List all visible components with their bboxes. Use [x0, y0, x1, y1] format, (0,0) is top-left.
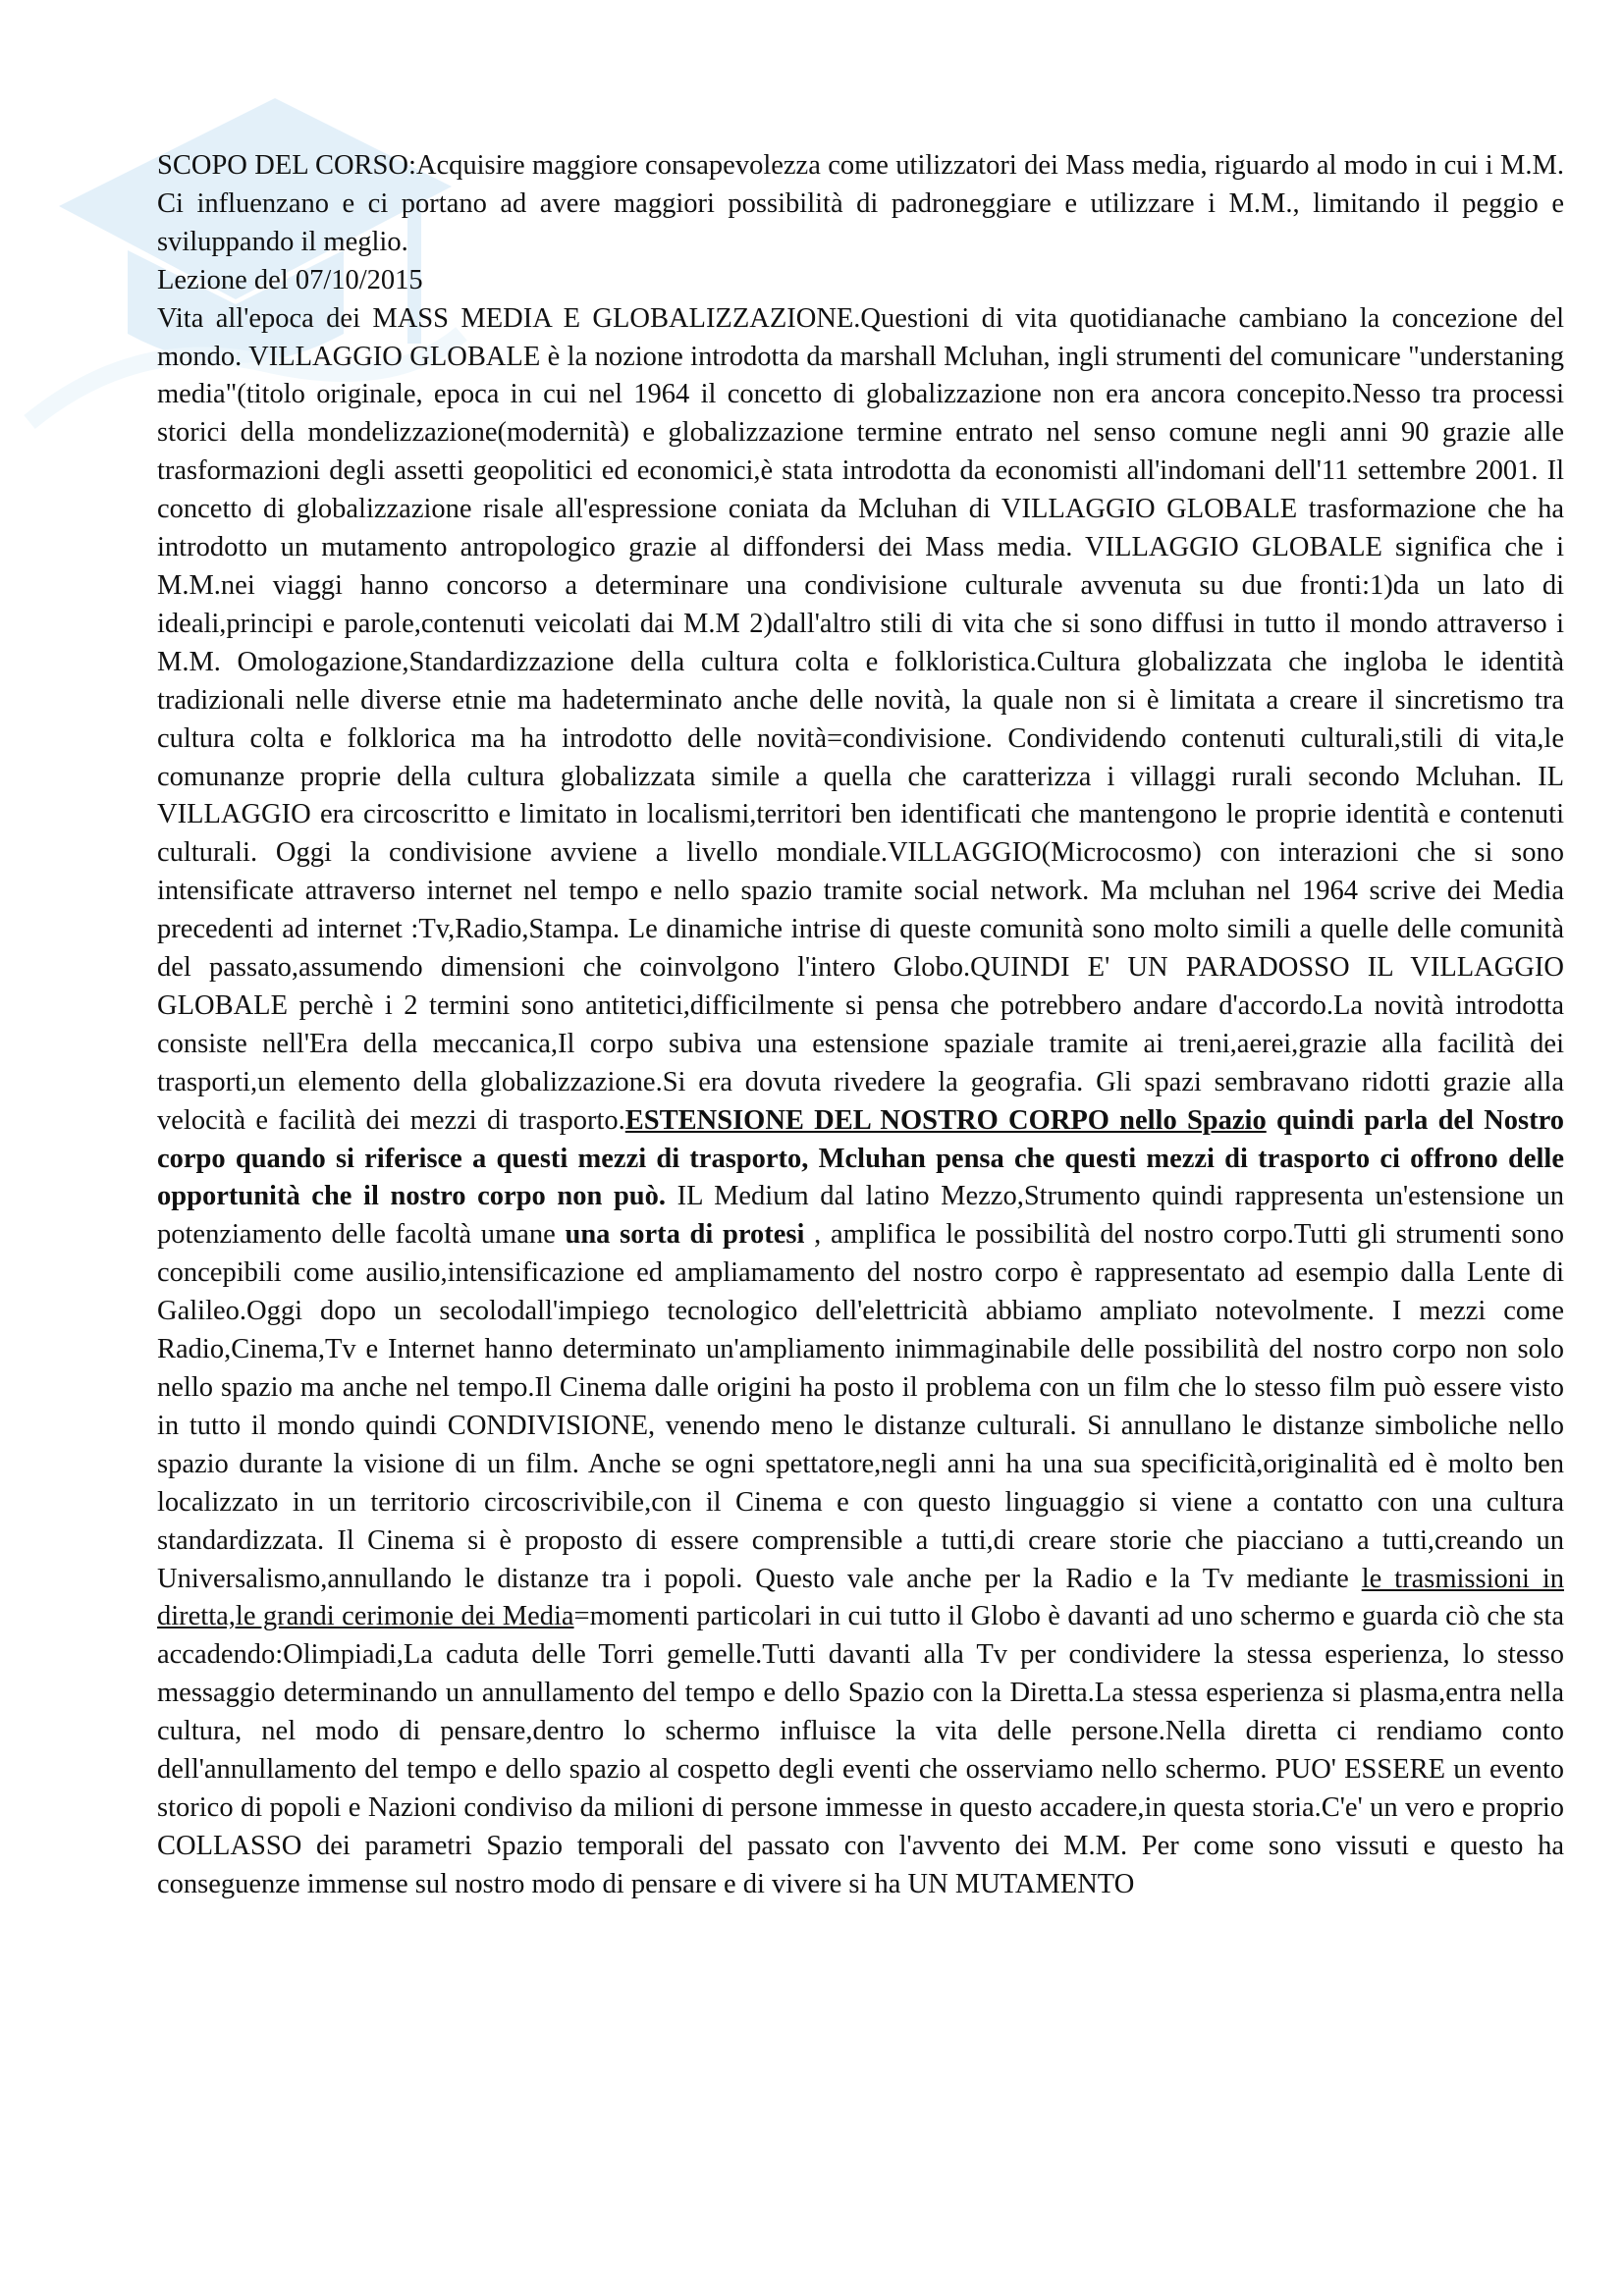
lesson-body-paragraph [157, 300, 1564, 1904]
body-text-part3: , amplifica le possibilità del nostro corpo.Tutti gli strumenti sono concepibili come ausilio,intensificazione ed ampliamamento del nostro corpo è rappresentato ad esempio dalla Lente di Galileo.Oggi dopo un secolodall'impiego tecnologico dell'elettricità abbiamo ampliato notevolmente. I mezzi come Radio,Cinema,Tv e Internet hanno determinato un'ampliamento inimmaginabile delle possibilità del nostro corpo non solo nello spazio ma anche nel tempo.Il Cinema dalle origini ha posto il problema con un film che lo stesso film può essere visto in tutto il mondo quindi CONDIVISIONE, venendo meno le distanze culturali. Si annullano le distanze simboliche nello spazio durante la visione di un film. Anche se ogni spettatore,negli anni ha una sua specificità,originalità ed è molto ben localizzato in un territorio circoscrivibile,con il Cinema e con questo linguaggio si viene a contatto con una cultura standardizzata. Il Cinema si è proposto di essere comprensible a tutti,di creare storie che piacciano a tutti,creando un Universalismo,annullando le distanze tra i popoli. Questo vale anche per la Radio e la Tv mediante [157, 1219, 1564, 1594]
body-text-part4: =momenti particolari in cui tutto il Globo è davanti ad uno schermo e guarda ciò che sta accadendo:Olimpiadi,La caduta delle Torri gemelle.Tutti davanti alla Tv per condividere la stessa esperienza, lo stesso messaggio determinando un annullamento del tempo e dello Spazio con la Diretta.La stessa esperienza si plasma,entra nella cultura, nel modo di pensare,dentro lo schermo influisce la vita delle persone.Nella diretta ci rendiamo conto dell'annullamento del tempo e dello spazio al cospetto degli eventi che osserviamo nello schermo. PUO' ESSERE un evento storico di popoli e Nazioni condiviso da milioni di persone immesse in questo accadere,in questa storia.C'e' un vero e proprio COLLASSO dei parametri Spazio temporali del passato con l'avvento dei M.M. Per come sono vissuti e questo ha conseguenze immense sul nostro modo di pensare e di vivere si ha UN MUTAMENTO [157, 1601, 1564, 1899]
body-text-part2: IL Medium dal latino Mezzo,Strumento quindi rappresenta un'estensione un potenziamento delle facoltà umane [157, 1181, 1564, 1251]
bold-underlined-phrase: ESTENSIONE DEL NOSTRO CORPO nello Spazio [624, 1104, 1267, 1136]
body-text-part1: Vita all'epoca dei MASS MEDIA E GLOBALIZZAZIONE.Questioni di vita quotidianache cambiano la concezione del mondo. VILLAGGIO GLOBALE è la nozione introdotta da marshall Mcluhan, ingli strumenti del comunicare "understaning media"(titolo originale, epoca in cui nel 1964 il concetto di globalizzazione non era ancora concepito.Nesso tra processi storici della mondelizzazione(modernità) e globalizzazione termine entrato nel senso comune negli anni 90 grazie alle trasformazioni degli assetti geopolitici ed economici,è stata introdotta da economisti all'indomani dell'11 settembre 2001. Il concetto di globalizzazione risale all'espressione coniata da Mcluhan di VILLAGGIO GLOBALE trasformazione che ha introdotto un mutamento antropologico grazie al diffondersi dei Mass media. VILLAGGIO GLOBALE significa che i M.M.nei viaggi hanno concorso a determinare una condivisione culturale avvenuta su due fronti:1)da un lato di ideali,principi e parole,contenuti veicolati dai M.M 2)dall'altro stili di vita che si sono diffusi in tutto il mondo attraverso i M.M. Omologazione,Standardizzazione della cultura colta e folkloristica.Cultura globalizzata che ingloba le identità tradizionali nelle diverse etnie ma hadeterminato anche delle novità, la quale non si è limitata a creare il sincretismo tra cultura colta e folklorica ma ha introdotto delle novità=condivisione. Condividendo contenuti culturali,stili di vita,le comunanze proprie della cultura globalizzata simile a quella che caratterizza i villaggi rurali secondo Mcluhan. IL VILLAGGIO era circoscritto e limitato in localismi,territori ben identificati che mantengono le proprie identità e contenuti culturali. Oggi la condivisione avviene a livello mondiale.VILLAGGIO(Microcosmo) con interazioni che si sono intensificate attraverso internet nel tempo e nello spazio tramite social network. Ma mcluhan nel 1964 scrive dei Media precedenti ad internet :Tv,Radio,Stampa. Le dinamiche intrise di queste comunità sono molto simili a quelle delle comunità del passato,assumendo dimensioni che coinvolgono l'intero Globo.QUINDI E' UN PARADOSSO IL VILLAGGIO GLOBALE perchè i 2 termini sono antitetici,difficilmente si pensa che potrebbero andare d'accordo.La novità introdotta consiste nell'Era della meccanica,Il corpo subiva una estensione spaziale tramite ai treni,aerei,grazie alla facilità dei trasporti,un elemento della globalizzazione.Si era dovuta rivedere la geografia. Gli spazi sembravano ridotti grazie alla velocità e facilità dei mezzi di trasporto. [157, 302, 1564, 1136]
course-intro-paragraph: SCOPO DEL CORSO:Acquisire maggiore consapevolezza come utilizzatori dei Mass media, riguardo al modo in cui i M.M. Ci influenzano e ci portano ad avere maggiori possibilità di padroneggiare e utilizzare i M.M., limitando il peggio e sviluppando il meglio. [157, 150, 1564, 257]
underlined-phrase: le trasmissioni in diretta,le grandi cerimonie dei Media [157, 1563, 1564, 1632]
bold-sentence: quindi parla del Nostro corpo quando si riferisce a questi mezzi di trasporto, Mcluhan pensa che questi mezzi di trasporto ci offrono delle opportunità che il nostro corpo non può. [157, 1104, 1565, 1212]
bold-protesi-phrase: una sorta di protesi [565, 1219, 805, 1251]
document-page [157, 147, 1564, 1904]
lesson-heading: Lezione del 07/10/2015 [157, 264, 423, 295]
